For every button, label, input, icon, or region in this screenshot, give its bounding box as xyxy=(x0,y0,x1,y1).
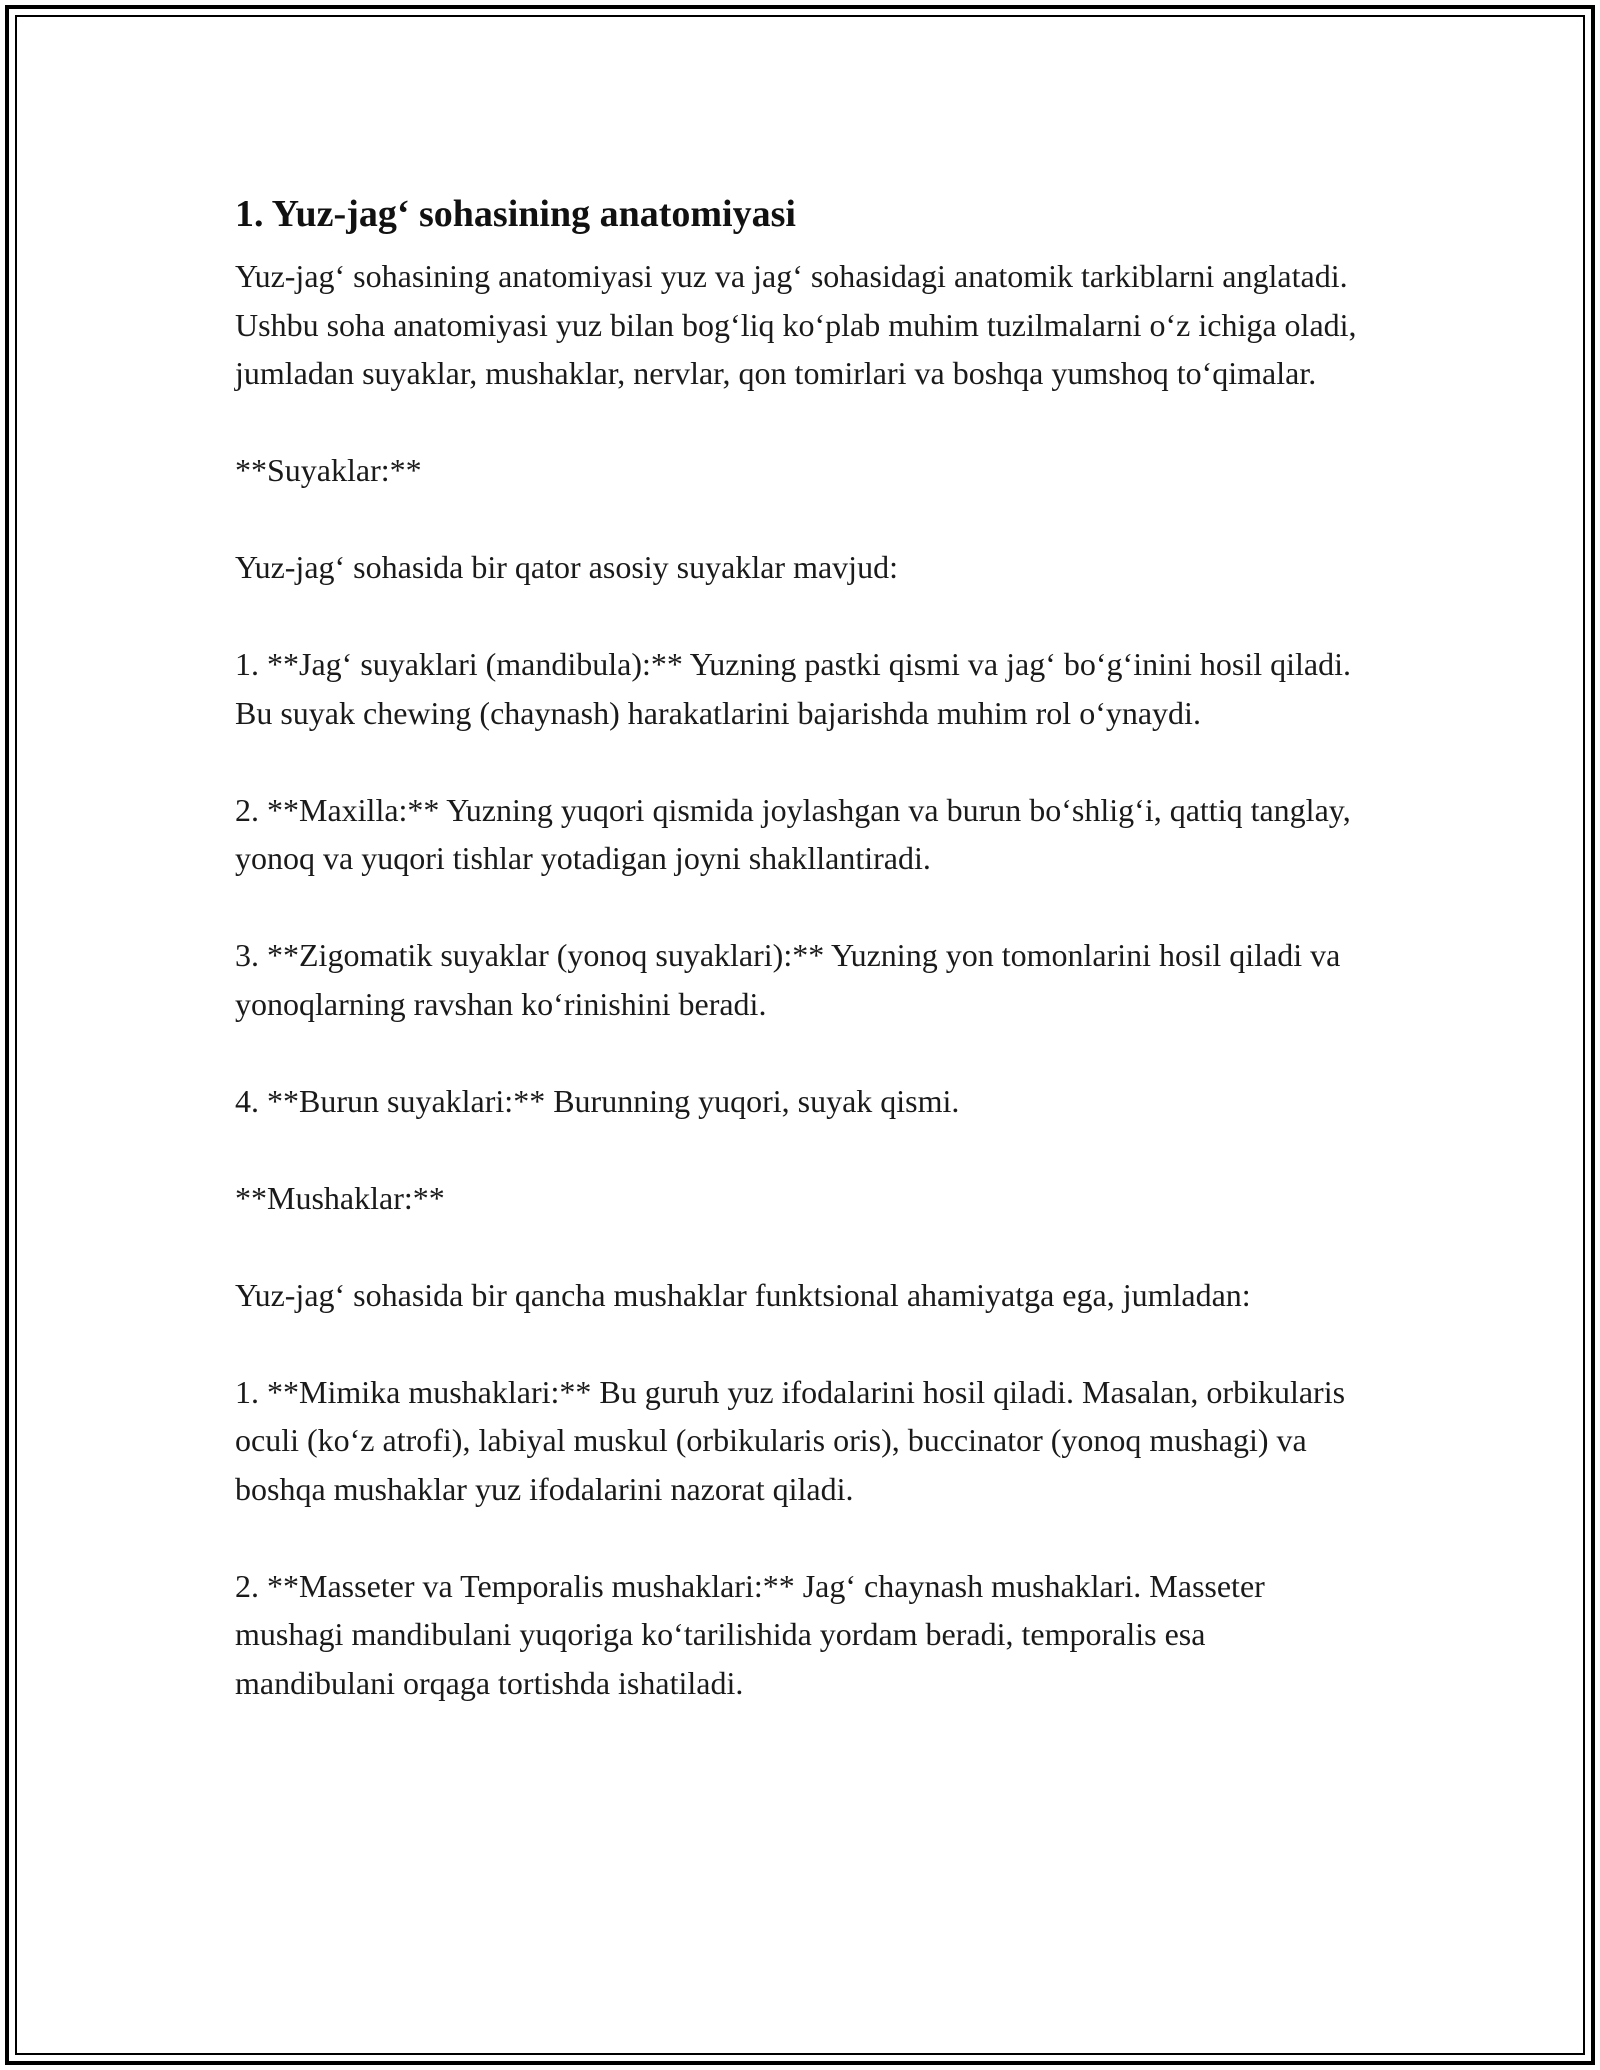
section-heading: 1. Yuz-jag‘ sohasining anatomiyasi xyxy=(235,193,796,235)
muscles-item-mimic: 1. **Mimika mushaklari:** Bu guruh yuz ifodalarini hosil qiladi. Masalan, orbikularis oculi (ko‘z atrofi), labiyal muskul (orbikularis oris), buccinator (yonoq mushagi) va boshqa mushaklar yuz ifodalarini nazorat qiladi. xyxy=(235,1373,1346,1507)
bones-subheading: **Suyaklar:** xyxy=(235,452,422,488)
bones-intro-paragraph: Yuz-jag‘ sohasida bir qator asosiy suyaklar mavjud: xyxy=(235,549,898,585)
document-body xyxy=(235,188,1365,1707)
bones-item-maxilla: 2. **Maxilla:** Yuzning yuqori qismida joylashgan va burun bo‘shlig‘i, qattiq tanglay, yonoq va yuqori tishlar yotadigan joyni shakllantiradi. xyxy=(235,791,1351,876)
bones-item-zygomatic: 3. **Zigomatik suyaklar (yonoq suyaklari):** Yuzning yon tomonlarini hosil qiladi va yonoqlarning ravshan ko‘rinishini beradi. xyxy=(235,937,1341,1022)
bones-item-mandibula: 1. **Jag‘ suyaklari (mandibula):** Yuzning pastki qismi va jag‘ bo‘g‘inini hosil qiladi. Bu suyak chewing (chaynash) harakatlarini bajarishda muhim rol o‘ynaydi. xyxy=(235,646,1351,731)
intro-paragraph: Yuz-jag‘ sohasining anatomiyasi yuz va jag‘ sohasidagi anatomik tarkiblarni anglatadi. Ushbu soha anatomiyasi yuz bilan bog‘liq ko‘plab muhim tuzilmalarni o‘z ichiga oladi, jumladan suyaklar, mushaklar, nervlar, qon tomirlari va boshqa yumshoq to‘qimalar. xyxy=(235,258,1357,391)
bones-item-nasal: 4. **Burun suyaklari:** Burunning yuqori, suyak qismi. xyxy=(235,1082,960,1119)
muscles-intro-paragraph: Yuz-jag‘ sohasida bir qancha mushaklar funktsional ahamiyatga ega, jumladan: xyxy=(235,1276,1251,1313)
muscles-item-masseter: 2. **Masseter va Temporalis mushaklari:** Jag‘ chaynash mushaklari. Masseter mushagi mandibulani yuqoriga ko‘tarilishida yordam beradi, temporalis esa mandibulani orqaga tortishda ishatiladi. xyxy=(235,1567,1265,1701)
muscles-subheading: **Mushaklar:** xyxy=(235,1179,445,1216)
